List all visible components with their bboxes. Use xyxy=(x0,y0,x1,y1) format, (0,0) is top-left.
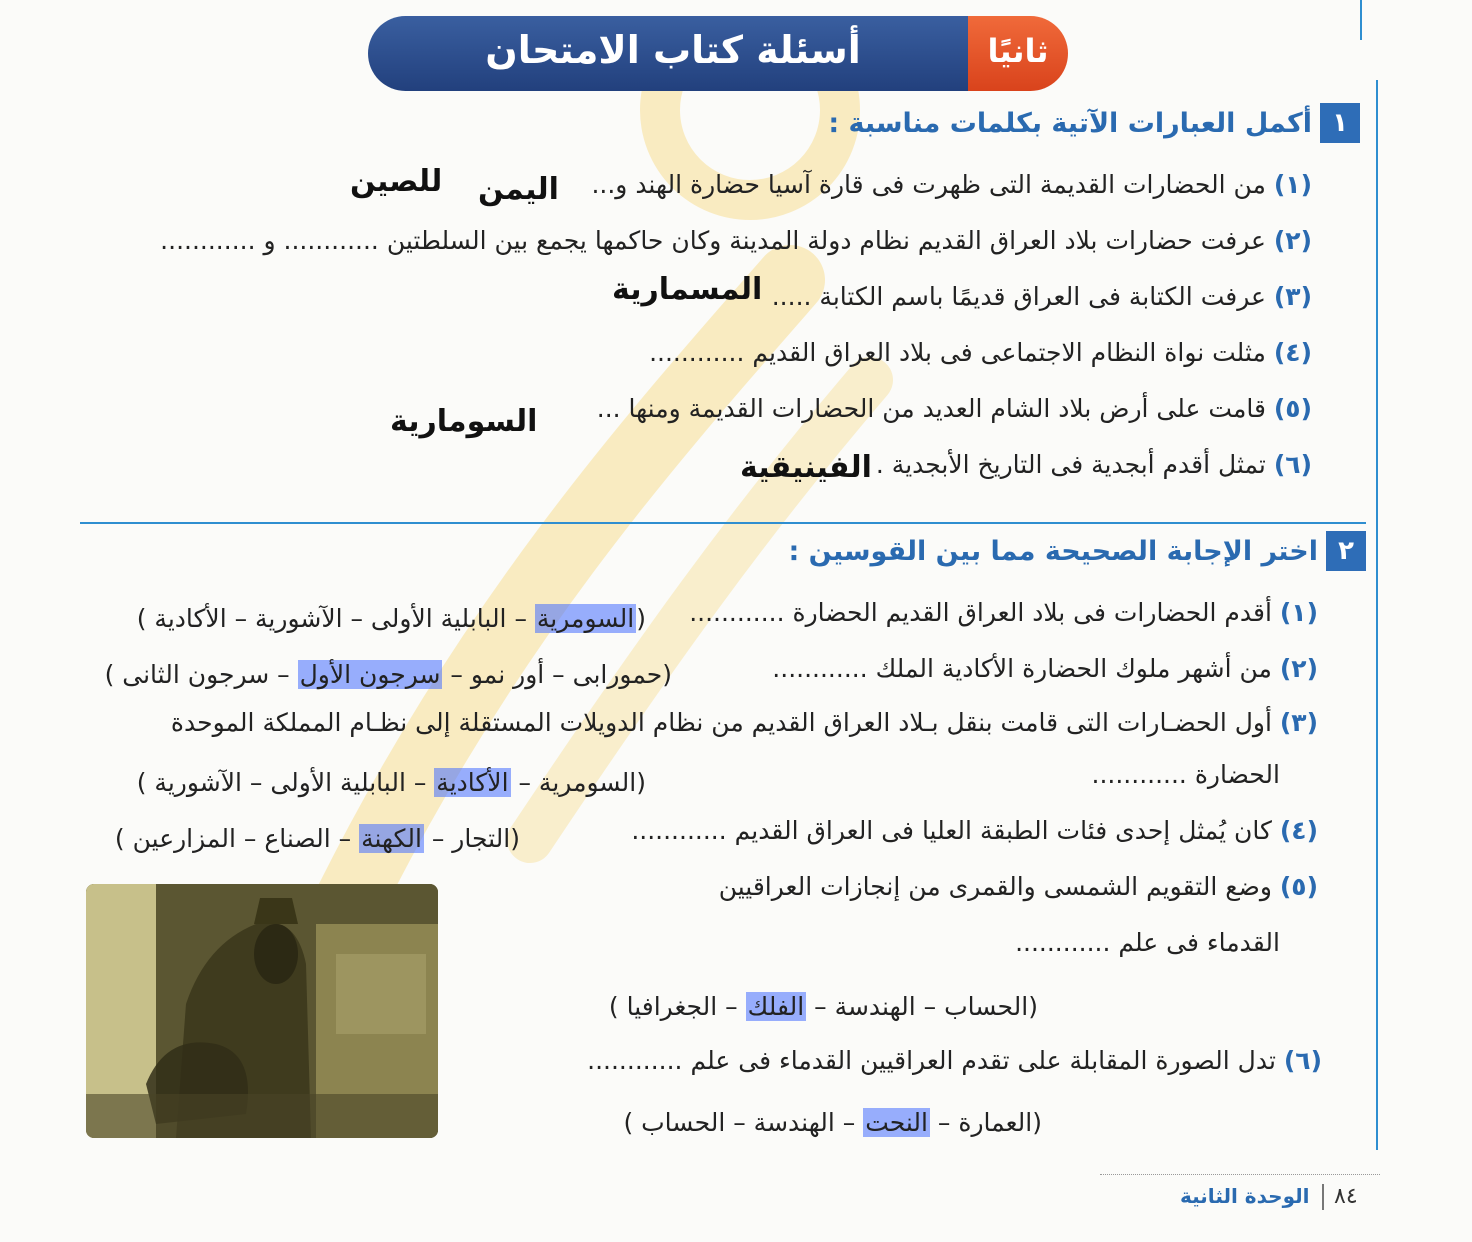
question-text: كان يُمثل إحدى فئات الطبقة العليا فى العراق القديم ............ xyxy=(631,816,1272,845)
margin-rule xyxy=(1360,0,1362,40)
banner-title: أسئلة كتاب الامتحان xyxy=(485,28,861,72)
highlighted-answer: الفلك xyxy=(747,992,805,1021)
answer-handwritten: المسمارية xyxy=(612,272,763,307)
question-number: (٥) xyxy=(1279,872,1318,901)
question-number: (٦) xyxy=(1283,1046,1322,1075)
footer-unit-label: الوحدة الثانية xyxy=(1180,1184,1310,1208)
question-number: (١) xyxy=(1279,598,1318,627)
question-text: أقدم الحضارات فى بلاد العراق القديم الحضارة ............ xyxy=(689,598,1272,627)
other-choices: – الصناع – المزارعين ) xyxy=(114,824,360,853)
highlighted-answer: الكهنة xyxy=(361,824,422,853)
choices xyxy=(115,824,520,853)
banner-tag-label: ثانيًا xyxy=(987,32,1049,70)
footer-separator xyxy=(1322,1184,1324,1210)
question-number: (٤) xyxy=(1279,816,1318,845)
s2-question-5 xyxy=(719,872,1318,901)
s2-question-5-cont: القدماء فى علم ............ xyxy=(1015,928,1280,957)
question-number: (٤) xyxy=(1273,338,1312,367)
question-number: (٣) xyxy=(1273,282,1312,311)
highlighted-answer: السومرية xyxy=(536,604,635,633)
section-2-number: ٢ xyxy=(1326,531,1366,571)
other-choices: – الهندسة – الحساب ) xyxy=(623,1108,864,1137)
question-number: (٣) xyxy=(1279,708,1318,737)
choices xyxy=(137,604,646,633)
highlighted-answer: النحت xyxy=(865,1108,928,1137)
s2-question-3 xyxy=(171,708,1318,737)
choices xyxy=(105,660,672,689)
highlighted-answer: الأكادية xyxy=(436,768,509,797)
question-text: تمثل أقدم أبجدية فى التاريخ الأبجدية . xyxy=(875,450,1266,479)
other-choices: (التجار – xyxy=(423,824,520,853)
other-choices: (الحساب – الهندسة – xyxy=(806,992,1038,1021)
answer-handwritten: السومارية xyxy=(390,404,538,439)
section-divider xyxy=(80,522,1366,524)
other-choices: – الجغرافيا ) xyxy=(608,992,746,1021)
question-number: (٢) xyxy=(1273,226,1312,255)
paren: ( xyxy=(636,604,646,633)
question-text: وضع التقويم الشمسى والقمرى من إنجازات العراقيين xyxy=(718,872,1272,901)
question-text: من الحضارات القديمة التى ظهرت فى قارة آسيا حضارة الهند و... xyxy=(591,170,1266,199)
page-number: ٨٤ xyxy=(1334,1184,1358,1209)
question-text: أول الحضـارات التى قامت بنقل بـلاد العراق القديم من نظام الدويلات المستقلة إلى نظـام المملكة الموحدة xyxy=(170,708,1272,737)
s2-question-1 xyxy=(689,598,1318,627)
section-banner xyxy=(368,16,1068,91)
question-text: عرفت الكتابة فى العراق قديمًا باسم الكتابة ..... xyxy=(771,282,1266,311)
question-text: قامت على أرض بلاد الشام العديد من الحضارات القديمة ومنها ... xyxy=(596,394,1266,423)
s1-question-6 xyxy=(876,450,1312,479)
section-1-number: ١ xyxy=(1320,103,1360,143)
question-number: (٦) xyxy=(1273,450,1312,479)
s2-question-4 xyxy=(631,816,1318,845)
question-number: (٢) xyxy=(1279,654,1318,683)
blank: ............ و ............ xyxy=(160,226,379,255)
other-choices: – سرجون الثانى ) xyxy=(104,660,298,689)
s1-question-2 xyxy=(160,226,1312,255)
s2-question-3-cont: الحضارة ............ xyxy=(1091,760,1280,789)
banner-main xyxy=(368,16,978,91)
question-number: (٥) xyxy=(1273,394,1312,423)
other-choices: (حمورابى – أور نمو – xyxy=(442,660,672,689)
banner-tag xyxy=(968,16,1068,91)
lamassu-photo xyxy=(86,884,438,1138)
section-1-title: أكمل العبارات الآتية بكلمات مناسبة : xyxy=(828,108,1312,139)
section-2-title: اختر الإجابة الصحيحة مما بين القوسين : xyxy=(788,536,1318,567)
answer-handwritten: للصين xyxy=(350,164,443,199)
answer-handwritten: اليمن xyxy=(478,172,559,207)
question-text: عرفت حضارات بلاد العراق القديم نظام دولة المدينة وكان حاكمها يجمع بين السلطتين xyxy=(386,226,1266,255)
s2-question-2 xyxy=(772,654,1318,683)
choices xyxy=(137,768,646,797)
question-text: مثلت نواة النظام الاجتماعى فى بلاد العراق القديم ............ xyxy=(649,338,1266,367)
question-text: تدل الصورة المقابلة على تقدم العراقيين القدماء فى علم ............ xyxy=(587,1046,1276,1075)
answer-handwritten: الفينيقية xyxy=(740,450,872,485)
s1-question-4 xyxy=(649,338,1312,367)
choices xyxy=(623,1108,1042,1137)
question-text: من أشهر ملوك الحضارة الأكادية الملك ............ xyxy=(772,654,1272,683)
other-choices: – البابلية الأولى – الآشورية – الأكادية ) xyxy=(136,604,535,633)
highlighted-answer: سرجون الأول xyxy=(299,660,441,689)
other-choices: (السومرية – xyxy=(510,768,646,797)
s1-question-1 xyxy=(591,170,1312,199)
lamassu-illustration xyxy=(86,884,438,1138)
s2-question-6 xyxy=(587,1046,1322,1075)
margin-rule xyxy=(1376,80,1378,1150)
other-choices: (العمارة – xyxy=(929,1108,1042,1137)
s1-question-3 xyxy=(772,282,1312,311)
footer-rule xyxy=(1100,1174,1380,1176)
other-choices: – البابلية الأولى – الآشورية ) xyxy=(136,768,435,797)
question-number: (١) xyxy=(1273,170,1312,199)
s1-question-5 xyxy=(597,394,1312,423)
choices xyxy=(609,992,1038,1021)
